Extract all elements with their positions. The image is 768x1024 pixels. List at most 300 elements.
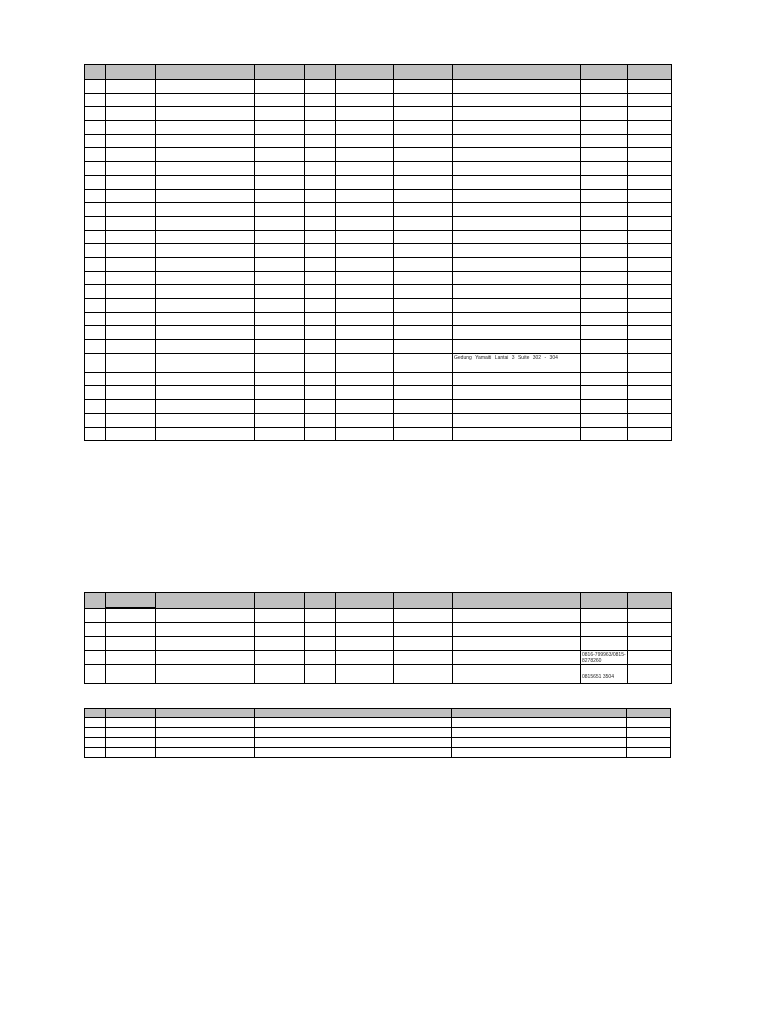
table-cell bbox=[156, 609, 255, 623]
table-cell bbox=[255, 326, 305, 340]
table-cell bbox=[156, 738, 255, 748]
table-cell bbox=[394, 257, 453, 271]
table-cell bbox=[85, 665, 106, 684]
table-body bbox=[85, 718, 671, 758]
table-cell bbox=[156, 651, 255, 665]
table-cell bbox=[305, 121, 336, 135]
table-cell bbox=[394, 203, 453, 217]
table-cell bbox=[106, 216, 156, 230]
table-cell bbox=[453, 216, 581, 230]
table-cell bbox=[336, 175, 394, 189]
table-row bbox=[85, 400, 672, 414]
table-cell bbox=[305, 340, 336, 354]
table-cell bbox=[305, 651, 336, 665]
table-cell bbox=[106, 728, 156, 738]
table-cell bbox=[453, 637, 581, 651]
table-cell bbox=[255, 386, 305, 400]
table-cell bbox=[453, 93, 581, 107]
table-cell bbox=[581, 427, 628, 441]
table-cell bbox=[305, 216, 336, 230]
table-cell bbox=[453, 121, 581, 135]
table-cell bbox=[628, 353, 672, 372]
table-cell bbox=[628, 623, 672, 637]
table-cell bbox=[394, 189, 453, 203]
table-cell bbox=[85, 148, 106, 162]
table-cell bbox=[85, 400, 106, 414]
table-cell bbox=[453, 326, 581, 340]
table-cell bbox=[255, 748, 452, 758]
table-cell bbox=[628, 107, 672, 121]
table-cell bbox=[255, 623, 305, 637]
table-cell bbox=[453, 80, 581, 94]
table-cell bbox=[305, 400, 336, 414]
table-cell bbox=[255, 93, 305, 107]
table-cell bbox=[156, 728, 255, 738]
table-cell bbox=[336, 340, 394, 354]
table-cell bbox=[156, 80, 255, 94]
table-cell bbox=[336, 623, 394, 637]
table-cell bbox=[452, 718, 627, 728]
table-cell bbox=[106, 748, 156, 758]
table-cell bbox=[85, 427, 106, 441]
table-cell bbox=[627, 748, 671, 758]
table-cell bbox=[581, 162, 628, 176]
table-cell bbox=[305, 372, 336, 386]
table-cell bbox=[336, 386, 394, 400]
table-cell bbox=[628, 121, 672, 135]
table-cell bbox=[627, 718, 671, 728]
table-cell bbox=[394, 175, 453, 189]
table-cell bbox=[394, 271, 453, 285]
table-cell bbox=[255, 651, 305, 665]
table-cell bbox=[305, 285, 336, 299]
table-cell bbox=[156, 175, 255, 189]
table-cell bbox=[394, 353, 453, 372]
table-cell bbox=[394, 299, 453, 313]
table-cell bbox=[85, 175, 106, 189]
table-cell bbox=[255, 413, 305, 427]
header-cell bbox=[305, 593, 336, 609]
table-cell bbox=[255, 372, 305, 386]
table-cell bbox=[394, 326, 453, 340]
table-cell bbox=[453, 257, 581, 271]
table-cell bbox=[581, 637, 628, 651]
table-cell bbox=[336, 134, 394, 148]
table-cell bbox=[394, 400, 453, 414]
table-cell bbox=[255, 718, 452, 728]
table-cell bbox=[581, 189, 628, 203]
table-cell bbox=[156, 312, 255, 326]
table-cell bbox=[581, 353, 628, 372]
table-cell bbox=[336, 257, 394, 271]
table-cell bbox=[336, 637, 394, 651]
table-cell bbox=[255, 340, 305, 354]
table-cell bbox=[628, 651, 672, 665]
table-cell bbox=[106, 80, 156, 94]
table-cell bbox=[85, 244, 106, 258]
header-cell bbox=[453, 65, 581, 80]
table-cell bbox=[581, 340, 628, 354]
table-cell bbox=[336, 299, 394, 313]
table-cell bbox=[628, 134, 672, 148]
table-cell bbox=[85, 80, 106, 94]
table-cell bbox=[85, 216, 106, 230]
table-cell bbox=[85, 162, 106, 176]
table-cell bbox=[255, 738, 452, 748]
header-cell bbox=[394, 65, 453, 80]
table-cell bbox=[85, 372, 106, 386]
table-cell bbox=[336, 609, 394, 623]
table-cell bbox=[106, 121, 156, 135]
table-row bbox=[85, 738, 671, 748]
table-cell bbox=[305, 257, 336, 271]
table-cell bbox=[394, 121, 453, 135]
table-cell bbox=[453, 400, 581, 414]
header-cell bbox=[156, 593, 255, 609]
table-row bbox=[85, 244, 672, 258]
table-cell bbox=[581, 148, 628, 162]
table-cell bbox=[85, 340, 106, 354]
table-cell bbox=[581, 609, 628, 623]
table-cell bbox=[156, 107, 255, 121]
table-cell bbox=[85, 609, 106, 623]
table-cell bbox=[581, 326, 628, 340]
table-cell bbox=[255, 203, 305, 217]
table-cell bbox=[106, 203, 156, 217]
table-cell bbox=[156, 134, 255, 148]
table-cell bbox=[336, 353, 394, 372]
table-row bbox=[85, 175, 672, 189]
table-cell bbox=[628, 326, 672, 340]
table-cell bbox=[453, 609, 581, 623]
table-cell bbox=[581, 216, 628, 230]
table-cell bbox=[85, 748, 106, 758]
table-cell bbox=[453, 285, 581, 299]
table-cell bbox=[106, 665, 156, 684]
table-cell bbox=[85, 651, 106, 665]
table-cell bbox=[156, 427, 255, 441]
table-cell bbox=[255, 271, 305, 285]
table-cell bbox=[85, 623, 106, 637]
table-row bbox=[85, 148, 672, 162]
table-cell bbox=[336, 326, 394, 340]
header-cell bbox=[106, 709, 156, 718]
table-cell bbox=[628, 230, 672, 244]
table-cell bbox=[394, 93, 453, 107]
table-cell bbox=[336, 230, 394, 244]
table-cell bbox=[394, 651, 453, 665]
table-cell bbox=[628, 609, 672, 623]
table-cell bbox=[628, 312, 672, 326]
table-cell bbox=[394, 372, 453, 386]
table-cell bbox=[394, 134, 453, 148]
table-cell bbox=[106, 637, 156, 651]
table-cell bbox=[106, 427, 156, 441]
table-cell bbox=[85, 271, 106, 285]
table-cell bbox=[453, 203, 581, 217]
table-row bbox=[85, 353, 672, 372]
table-cell bbox=[255, 80, 305, 94]
table-cell bbox=[628, 413, 672, 427]
table-cell bbox=[156, 230, 255, 244]
table-cell bbox=[305, 107, 336, 121]
table-cell bbox=[452, 728, 627, 738]
header-cell bbox=[106, 65, 156, 80]
table-cell bbox=[255, 728, 452, 738]
header-cell bbox=[336, 593, 394, 609]
table-cell bbox=[628, 93, 672, 107]
table-cell bbox=[336, 162, 394, 176]
table-cell bbox=[106, 175, 156, 189]
table-cell bbox=[85, 134, 106, 148]
table-cell bbox=[85, 728, 106, 738]
table-cell bbox=[85, 386, 106, 400]
table-cell bbox=[581, 134, 628, 148]
table-cell bbox=[85, 257, 106, 271]
table-cell bbox=[106, 651, 156, 665]
header-cell bbox=[85, 593, 106, 609]
summary-table bbox=[84, 708, 671, 758]
table-cell bbox=[255, 285, 305, 299]
table-cell bbox=[255, 400, 305, 414]
table-cell bbox=[394, 427, 453, 441]
table-cell bbox=[85, 189, 106, 203]
table-cell bbox=[581, 80, 628, 94]
table-row bbox=[85, 93, 672, 107]
table-cell bbox=[394, 609, 453, 623]
table-row bbox=[85, 257, 672, 271]
table-cell bbox=[336, 203, 394, 217]
table-cell bbox=[156, 257, 255, 271]
table-cell bbox=[336, 312, 394, 326]
table-cell bbox=[156, 285, 255, 299]
table-cell bbox=[628, 271, 672, 285]
table-cell bbox=[305, 162, 336, 176]
table-cell bbox=[394, 340, 453, 354]
table-cell bbox=[85, 230, 106, 244]
table-row bbox=[85, 665, 672, 684]
header-cell bbox=[581, 593, 628, 609]
table-cell bbox=[336, 665, 394, 684]
table-row bbox=[85, 312, 672, 326]
table-cell bbox=[255, 312, 305, 326]
table-cell bbox=[106, 189, 156, 203]
header-cell bbox=[85, 709, 106, 718]
table-cell bbox=[628, 203, 672, 217]
table-cell bbox=[453, 413, 581, 427]
table-cell bbox=[394, 312, 453, 326]
table-cell bbox=[85, 637, 106, 651]
table-cell bbox=[156, 623, 255, 637]
table-cell bbox=[394, 216, 453, 230]
table-cell bbox=[305, 134, 336, 148]
table-cell bbox=[628, 340, 672, 354]
table-cell bbox=[581, 107, 628, 121]
address-note: Gedung Yamaiti Lantai 3 Suite 302 - 304 bbox=[454, 354, 558, 361]
table-cell bbox=[255, 427, 305, 441]
table-cell bbox=[85, 718, 106, 728]
table-cell bbox=[156, 718, 255, 728]
table-cell bbox=[453, 271, 581, 285]
table-cell bbox=[156, 216, 255, 230]
table-cell bbox=[255, 230, 305, 244]
table-cell bbox=[255, 353, 305, 372]
table-cell bbox=[156, 93, 255, 107]
table-cell bbox=[336, 413, 394, 427]
table-row bbox=[85, 285, 672, 299]
table-cell bbox=[85, 285, 106, 299]
table-cell bbox=[394, 665, 453, 684]
table-cell bbox=[453, 244, 581, 258]
table-cell bbox=[453, 175, 581, 189]
header-cell bbox=[106, 593, 156, 608]
table-cell bbox=[156, 386, 255, 400]
table-row bbox=[85, 386, 672, 400]
table-row bbox=[85, 80, 672, 94]
header-cell bbox=[452, 709, 627, 718]
table-body bbox=[85, 609, 672, 684]
table-cell bbox=[156, 637, 255, 651]
table-cell bbox=[581, 121, 628, 135]
table-cell bbox=[305, 299, 336, 313]
table-cell bbox=[106, 353, 156, 372]
table-row bbox=[85, 107, 672, 121]
table-cell bbox=[453, 299, 581, 313]
table-body bbox=[85, 80, 672, 441]
table-cell bbox=[305, 353, 336, 372]
table-cell bbox=[628, 244, 672, 258]
table-cell bbox=[305, 230, 336, 244]
table-row bbox=[85, 413, 672, 427]
table-cell bbox=[106, 162, 156, 176]
table-cell bbox=[453, 340, 581, 354]
table-cell bbox=[305, 80, 336, 94]
table-cell bbox=[581, 386, 628, 400]
table-cell bbox=[336, 93, 394, 107]
table-cell bbox=[255, 665, 305, 684]
table-row bbox=[85, 748, 671, 758]
table-header-row bbox=[85, 65, 672, 80]
table-cell bbox=[581, 400, 628, 414]
table-cell bbox=[156, 203, 255, 217]
table-cell bbox=[255, 189, 305, 203]
table-cell bbox=[628, 148, 672, 162]
table-cell bbox=[106, 271, 156, 285]
table-cell bbox=[305, 203, 336, 217]
table-cell bbox=[106, 340, 156, 354]
table-cell bbox=[581, 244, 628, 258]
table-row bbox=[85, 162, 672, 176]
header-cell bbox=[156, 709, 255, 718]
table-cell bbox=[156, 413, 255, 427]
table-cell bbox=[453, 312, 581, 326]
table-cell bbox=[627, 738, 671, 748]
table-cell bbox=[628, 400, 672, 414]
table-cell bbox=[336, 189, 394, 203]
table-row bbox=[85, 134, 672, 148]
table-cell bbox=[156, 326, 255, 340]
table-cell bbox=[305, 386, 336, 400]
table-cell bbox=[305, 175, 336, 189]
table-cell bbox=[581, 257, 628, 271]
table-cell bbox=[628, 257, 672, 271]
table-cell bbox=[156, 400, 255, 414]
header-cell bbox=[627, 709, 671, 718]
table-cell bbox=[85, 93, 106, 107]
address-cell bbox=[453, 353, 581, 372]
table-cell bbox=[581, 230, 628, 244]
table-cell bbox=[581, 372, 628, 386]
table-cell bbox=[453, 230, 581, 244]
table-cell bbox=[85, 738, 106, 748]
table-cell bbox=[106, 413, 156, 427]
table-cell bbox=[305, 665, 336, 684]
header-cell bbox=[581, 65, 628, 80]
table-cell bbox=[336, 400, 394, 414]
table-cell bbox=[106, 257, 156, 271]
table-cell bbox=[305, 326, 336, 340]
table-cell bbox=[156, 121, 255, 135]
table-row bbox=[85, 718, 671, 728]
table-cell bbox=[394, 637, 453, 651]
table-cell bbox=[453, 386, 581, 400]
table-cell bbox=[453, 189, 581, 203]
table-cell bbox=[453, 623, 581, 637]
table-cell bbox=[305, 189, 336, 203]
table-row bbox=[85, 326, 672, 340]
table-cell bbox=[336, 651, 394, 665]
table-cell bbox=[156, 244, 255, 258]
table-cell bbox=[106, 718, 156, 728]
table-row bbox=[85, 651, 672, 665]
header-cell bbox=[255, 65, 305, 80]
phone-number: 0815651 3504 bbox=[582, 674, 614, 680]
table-cell bbox=[85, 413, 106, 427]
table-cell bbox=[255, 244, 305, 258]
table-cell bbox=[627, 728, 671, 738]
table-cell bbox=[336, 107, 394, 121]
table-cell bbox=[106, 400, 156, 414]
table-cell bbox=[255, 148, 305, 162]
table-row bbox=[85, 189, 672, 203]
table-cell bbox=[394, 162, 453, 176]
table-cell bbox=[394, 107, 453, 121]
phone-cell bbox=[581, 651, 628, 665]
table-header-row bbox=[85, 593, 672, 608]
table-cell bbox=[452, 738, 627, 748]
table-cell bbox=[336, 372, 394, 386]
table-cell bbox=[453, 148, 581, 162]
phone-cell bbox=[581, 665, 628, 684]
table-cell bbox=[106, 148, 156, 162]
table-cell bbox=[106, 285, 156, 299]
table-cell bbox=[305, 148, 336, 162]
table-cell bbox=[336, 216, 394, 230]
table-cell bbox=[156, 189, 255, 203]
table-cell bbox=[336, 285, 394, 299]
header-cell bbox=[85, 65, 106, 80]
table-cell bbox=[106, 230, 156, 244]
table-row bbox=[85, 372, 672, 386]
table-cell bbox=[581, 93, 628, 107]
table-cell bbox=[106, 326, 156, 340]
table-cell bbox=[106, 623, 156, 637]
table-row bbox=[85, 216, 672, 230]
table-cell bbox=[581, 285, 628, 299]
table-cell bbox=[628, 162, 672, 176]
table-cell bbox=[85, 353, 106, 372]
table-cell bbox=[255, 299, 305, 313]
